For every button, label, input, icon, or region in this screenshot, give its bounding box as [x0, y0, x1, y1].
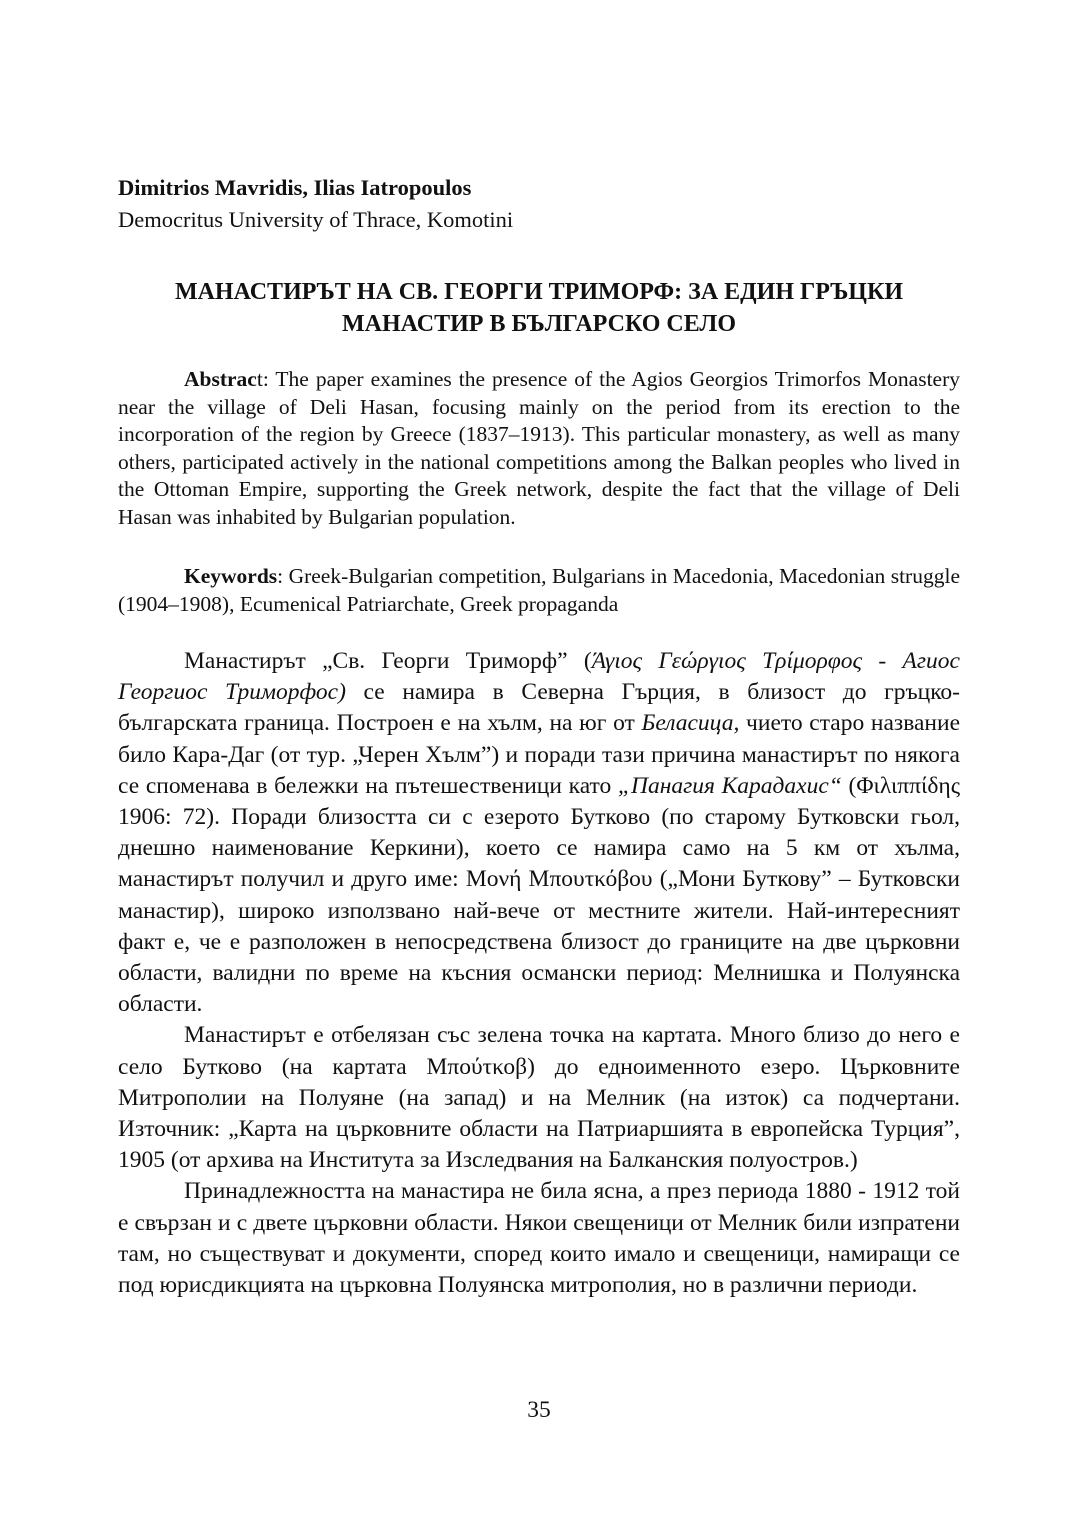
body-text — [118, 646, 960, 1301]
keywords — [118, 562, 960, 618]
body-paragraph-2: Манастирът е отбелязан със зелена точка на картата. Много близо до него е село Бутково (на картата Μπούτκοβ) до едноименното езеро. Църковните Митрополии на Полуяне (на запад) и на Мелник (на изток) са подчертани. Източник: „Карта на църковните области на Патриаршията в европейска Турция”, 1905 (от архива на Института за Изследвания на Балканския полуостров.) — [118, 1022, 960, 1174]
paper-title — [118, 276, 960, 340]
body-paragraph-3: Принадлежността на манастира не била ясна, а през периода 1880 - 1912 той е свързан и с двете църковни области. Някои свещеници от Мелник били изпратени там, но съществуват и документи, според които имало и свещеници, намиращи се под юрисдикцията на църковна Полуянска митрополия, но в различни периоди. — [118, 1178, 960, 1299]
abstract-text: : The paper examines the presence of the Agios Georgios Trimorfos Monastery near the village of Deli Hasan, focusing mainly on the period from its erection to the incorporation of the region by Greece (1837–1913). This particular monastery, as well as many others, participated actively in the national competitions among the Balkan peoples who lived in the Ottoman Empire, supporting the Greek network, despite the fact that the village of Deli Hasan was inhabited by Bulgarian population. — [118, 367, 960, 529]
title-line-1: МАНАСТИРЪТ НА СВ. ГЕОРГИ ТРИМОРФ: ЗА ЕДИН ГРЪЦКИ — [174, 279, 904, 305]
p1-italic-2: Беласица, — [641, 710, 740, 737]
p1-segment-4: (Φιλιππίδης 1906: 72). Поради близостта си с езерото Бутково (по старому Бутковски гьол, днешно наименование Керкини), което се намира само на 5 км от хълма, манастирът получил и друго име: Μονή Μπουτκόβου („Мони Буткову” – Бутковски манастир), широко използвано най-вече от местните жители. Най-интересният факт е, че е разположен в непосредствена близост до границите на две църковни области, валидни по време на късния османски период: Мелнишка и Полуянска области. — [118, 772, 960, 1018]
p1-segment-1: Манастирът „Св. Георги Триморф” ( — [184, 648, 592, 674]
p1-segment-2: се намира в Северна Гърция, в близост до гръцко-българската граница. Построен е на хълм, на юг от — [118, 679, 961, 737]
p1-segment-3: чието старо название било Кара-Даг (от тур. „Черен Хълм”) и поради тази причина манастирът по някога се споменава в бележки на пътешественици като — [118, 710, 961, 799]
authors: Dimitrios Mavridis, Ilias Iatropoulos — [118, 175, 472, 200]
p1-italic-1: Άγιος Γεώργιος Τρίμορφος - Агиос Георгиос Триморфос) — [118, 648, 960, 706]
p1-italic-3: „Панагия Карадахис“ — [617, 772, 842, 799]
page-number: 35 — [527, 1397, 551, 1423]
author-block — [118, 172, 513, 236]
abstract-label: Abstrac — [184, 367, 257, 391]
abstract-label-tail: t — [256, 367, 263, 391]
affiliation: Democritus University of Thrace, Komotini — [118, 207, 514, 232]
keywords-label: Keywords — [184, 564, 278, 588]
keywords-text: : Greek-Bulgarian competition, Bulgarians in Macedonia, Macedonian struggle (1904–1908), Ecumenical Patriarchate, Greek propaganda — [118, 564, 960, 616]
title-line-2: МАНАСТИР В БЪЛГАРСКО СЕЛО — [342, 311, 736, 337]
abstract — [118, 366, 960, 531]
body-paragraph-1 — [118, 646, 960, 1020]
